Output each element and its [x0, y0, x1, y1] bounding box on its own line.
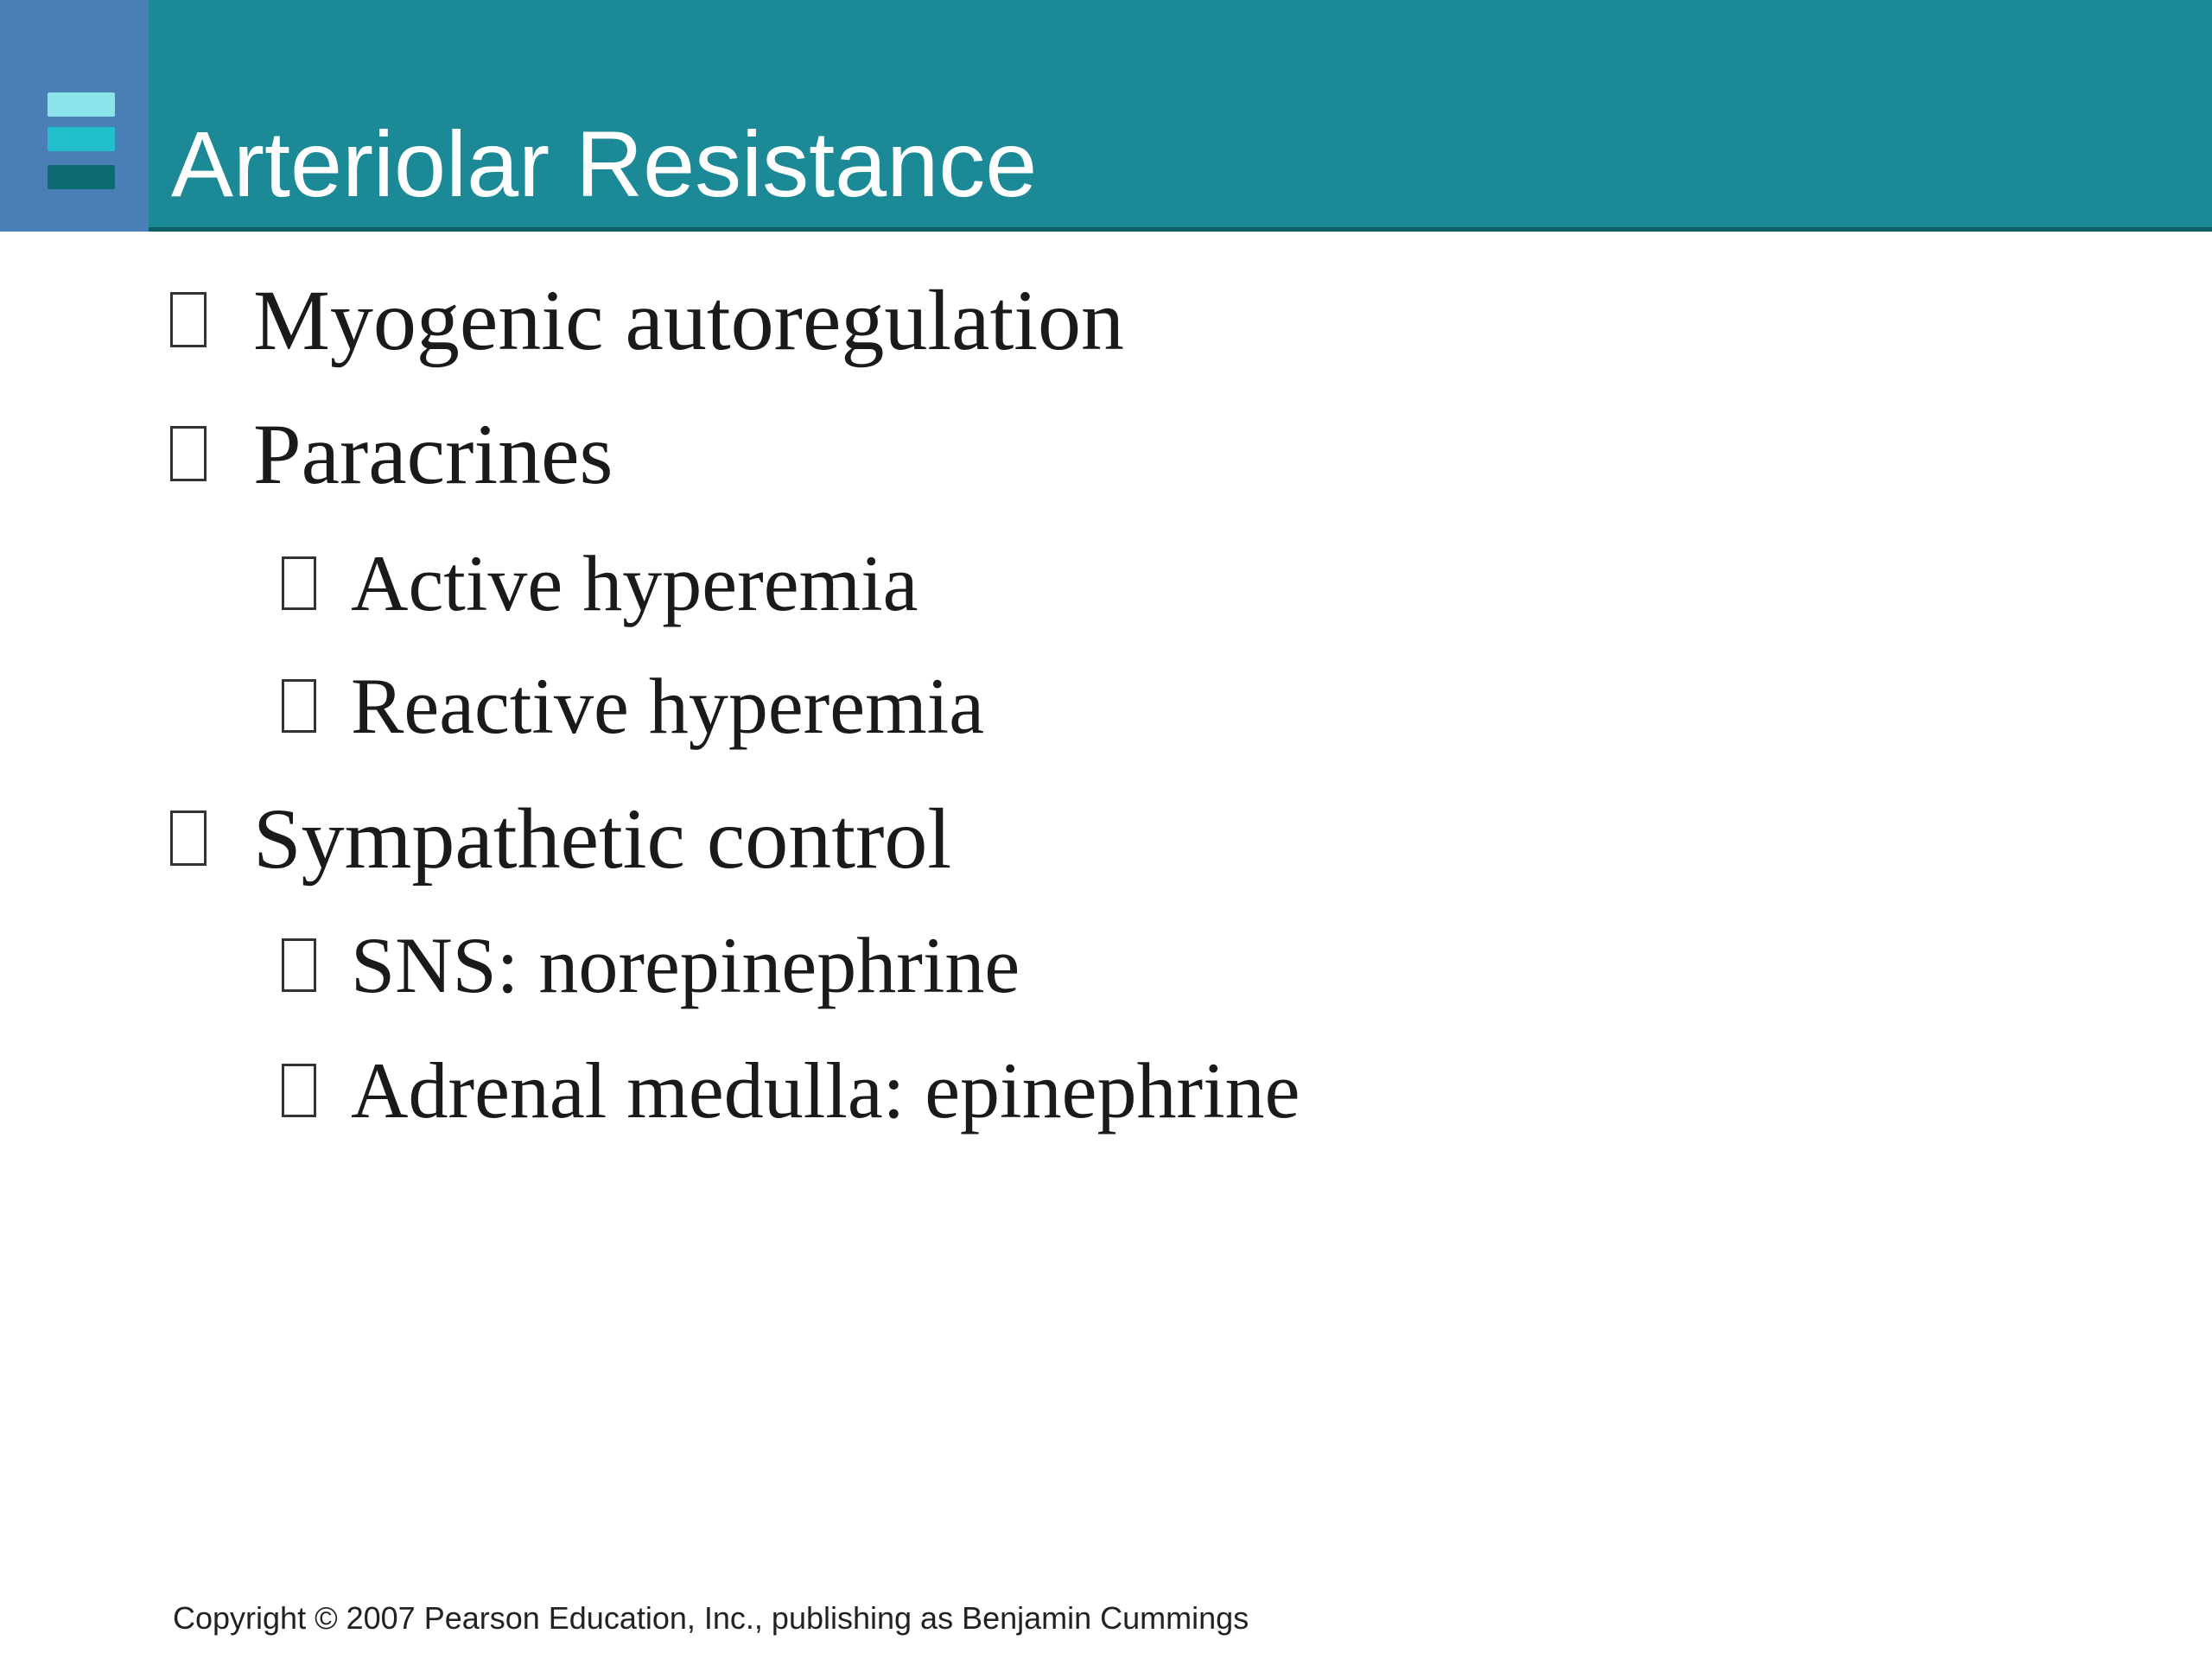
slide-title: Arteriolar Resistance	[171, 111, 1038, 216]
sub-bullet-text: SNS: norepinephrine	[351, 921, 1020, 1009]
sub-bullet-item	[282, 527, 918, 639]
bullet-item	[170, 393, 613, 514]
bullet-text: Paracrines	[253, 405, 613, 502]
bullet-text: Sympathetic control	[253, 790, 952, 887]
sub-bullet-text: Reactive hyperemia	[351, 662, 985, 750]
bullet-box-icon	[170, 292, 207, 347]
bullet-item	[170, 259, 1124, 380]
bullet-box-icon	[170, 810, 207, 866]
sub-bullet-box-icon	[282, 938, 316, 992]
sub-bullet-box-icon	[282, 1064, 316, 1117]
copyright-footer: Copyright © 2007 Pearson Education, Inc., publishing as Benjamin Cummings	[173, 1600, 1249, 1636]
sub-bullet-box-icon	[282, 679, 316, 733]
sub-bullet-item	[282, 909, 1020, 1021]
sub-bullet-text: Active hyperemia	[351, 539, 918, 627]
bullet-item	[170, 778, 951, 899]
sub-bullet-text: Adrenal medulla: epinephrine	[351, 1046, 1300, 1135]
bullet-text: Myogenic autoregulation	[253, 271, 1125, 368]
bullet-box-icon	[170, 426, 207, 481]
sub-bullet-box-icon	[282, 556, 316, 610]
sub-bullet-item	[282, 650, 984, 762]
sub-bullet-item	[282, 1034, 1300, 1147]
